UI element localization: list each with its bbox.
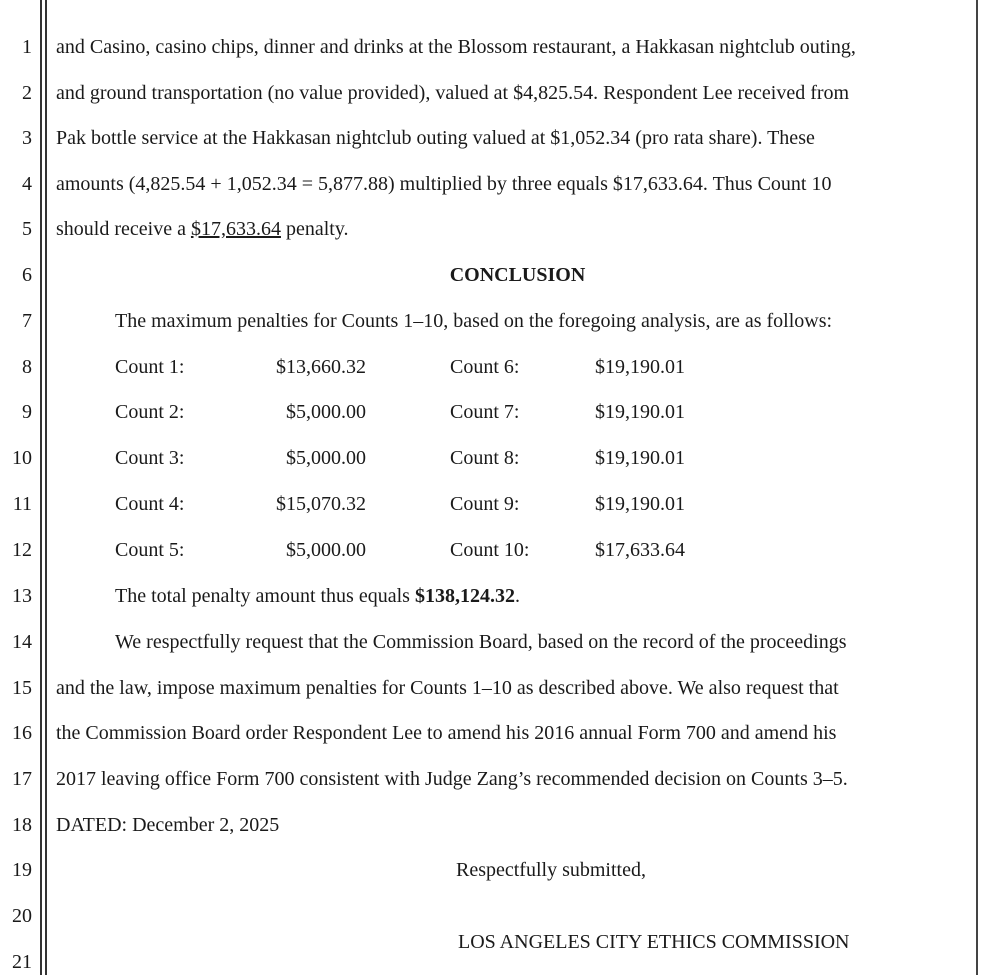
- count-value: $13,660.32: [276, 356, 366, 378]
- body-text-line: and ground transportation (no value provided), valued at $4,825.54. Respondent Lee received from: [56, 82, 850, 104]
- line-number: 10: [12, 447, 32, 469]
- line-number: 16: [12, 722, 32, 744]
- count10-penalty-amount: $17,633.64: [190, 218, 281, 240]
- line-number: 7: [22, 310, 32, 332]
- count-value: $5,000.00: [286, 539, 366, 561]
- count-label: Count 7:: [450, 401, 520, 423]
- count-label: Count 1:: [115, 356, 185, 378]
- body-text-line: the Commission Board order Respondent Lee to amend his 2016 annual Form 700 and amend his: [56, 722, 837, 744]
- count-value: $5,000.00: [286, 447, 366, 469]
- total-penalty-amount: $138,124.32: [414, 585, 515, 607]
- margin-rule-left-outer: [40, 0, 42, 975]
- line-number: 19: [12, 859, 32, 881]
- count-label: Count 10:: [450, 539, 530, 561]
- count-label: Count 6:: [450, 356, 520, 378]
- text-segment: penalty.: [280, 218, 349, 240]
- line-number: 6: [22, 264, 32, 286]
- count-value: $19,190.01: [595, 493, 685, 515]
- line-number: 5: [22, 218, 32, 240]
- conclusion-heading: CONCLUSION: [449, 264, 586, 286]
- line-number: 21: [12, 951, 32, 973]
- count-value: $5,000.00: [286, 401, 366, 423]
- count-label: Count 3:: [115, 447, 185, 469]
- line-number: 8: [22, 356, 32, 378]
- conclusion-intro: The maximum penalties for Counts 1–10, based on the foregoing analysis, are as follows:: [115, 310, 833, 332]
- line-number: 9: [22, 401, 32, 423]
- body-text-line: [56, 217, 349, 241]
- count-value: $17,633.64: [595, 539, 685, 561]
- count-label: Count 5:: [115, 539, 185, 561]
- line-number: 11: [12, 493, 32, 515]
- body-text-line: and Casino, casino chips, dinner and drinks at the Blossom restaurant, a Hakkasan nightclub outing,: [56, 36, 856, 58]
- text-segment: The total penalty amount thus equals: [115, 585, 415, 607]
- margin-rule-right: [976, 0, 978, 975]
- line-number: 13: [12, 585, 32, 607]
- body-text-line: We respectfully request that the Commission Board, based on the record of the proceedings: [115, 631, 847, 653]
- count-label: Count 8:: [450, 447, 520, 469]
- body-text-line: 2017 leaving office Form 700 consistent with Judge Zang’s recommended decision on Counts 3–5.: [56, 768, 848, 790]
- line-number: 1: [22, 36, 32, 58]
- line-number: 17: [12, 768, 32, 790]
- body-text-line: amounts (4,825.54 + 1,052.34 = 5,877.88) multiplied by three equals $17,633.64. Thus Count 10: [56, 173, 832, 195]
- line-number: 15: [12, 677, 32, 699]
- count-value: $19,190.01: [595, 356, 685, 378]
- text-segment: should receive a: [56, 218, 191, 240]
- signatory: LOS ANGELES CITY ETHICS COMMISSION: [458, 931, 850, 953]
- count-value: $19,190.01: [595, 447, 685, 469]
- signoff: Respectfully submitted,: [456, 859, 646, 881]
- count-label: Count 4:: [115, 493, 185, 515]
- line-number: 12: [12, 539, 32, 561]
- dated-line: DATED: December 2, 2025: [56, 814, 280, 836]
- line-number: 20: [12, 905, 32, 927]
- line-number: 2: [22, 82, 32, 104]
- text-segment: .: [514, 585, 520, 607]
- total-penalty-line: [115, 584, 520, 608]
- line-number: 3: [22, 127, 32, 149]
- count-label: Count 9:: [450, 493, 520, 515]
- margin-rule-left-inner: [45, 0, 47, 975]
- line-number: 4: [22, 173, 32, 195]
- line-number: 14: [12, 631, 32, 653]
- line-number: 18: [12, 814, 32, 836]
- body-text-line: and the law, impose maximum penalties for Counts 1–10 as described above. We also request that: [56, 677, 839, 699]
- body-text-line: Pak bottle service at the Hakkasan nightclub outing valued at $1,052.34 (pro rata share). These: [56, 127, 815, 149]
- count-value: $19,190.01: [595, 401, 685, 423]
- count-label: Count 2:: [115, 401, 185, 423]
- count-value: $15,070.32: [276, 493, 366, 515]
